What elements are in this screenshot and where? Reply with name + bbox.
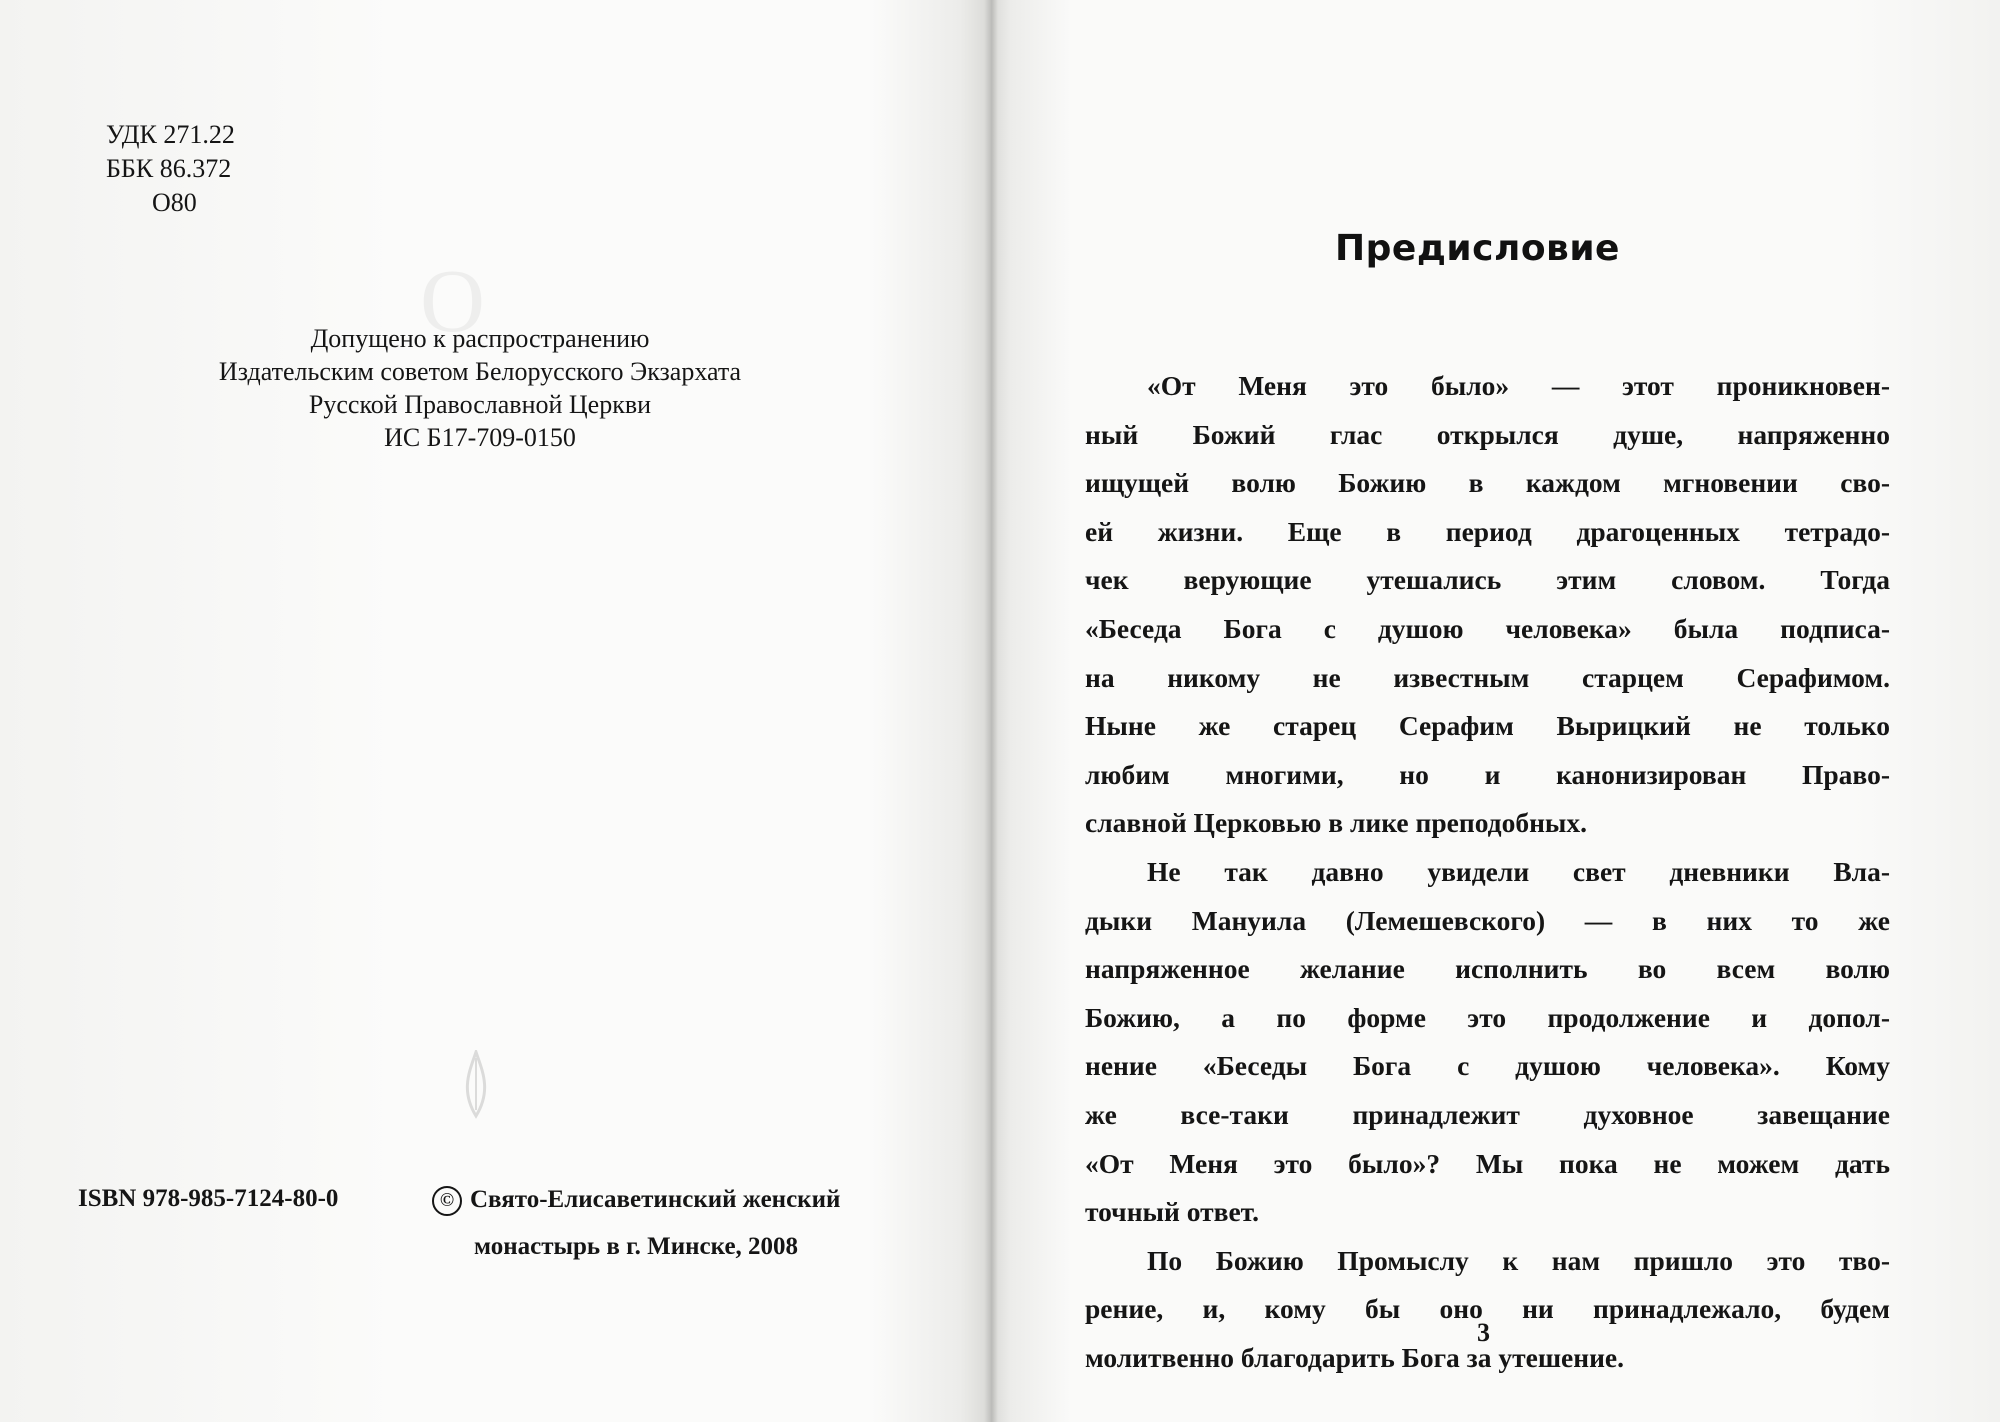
left-page: [0, 0, 990, 1422]
copyright-holder: Свято-Елисаветинский женский: [470, 1186, 841, 1213]
text-line: ный Божий глас открылся душе, напряженно: [1085, 418, 1890, 450]
text-line: же все-таки принадлежит духовное завещание: [1085, 1098, 1890, 1130]
isbn: ISBN 978-985-7124-80-0: [78, 1185, 339, 1212]
author-mark: О80: [152, 188, 197, 217]
copyright-place-year: монастырь в г. Минске, 2008: [474, 1233, 799, 1260]
publishing-approval: [150, 322, 810, 454]
preface-text: [1085, 362, 1890, 1382]
page-number: 3: [1477, 1318, 1490, 1347]
classification-codes: [106, 118, 235, 220]
text-line: рение, и, кому бы оно ни принадлежало, будем: [1085, 1293, 1890, 1325]
right-page: [990, 0, 2000, 1422]
show-through-logo-icon: [456, 1050, 496, 1120]
text-line: на никому не известным старцем Серафимом.: [1085, 661, 1890, 693]
text-line: чек верующие утешались этим словом. Тогда: [1085, 564, 1890, 596]
text-line: точный ответ.: [1085, 1196, 1259, 1228]
text-line: «Беседа Бога с душою человека» была подписа-: [1085, 612, 1890, 644]
text-line: ей жизни. Еще в период драгоценных тетрадо-: [1085, 515, 1890, 547]
approval-number: ИС Б17-709-0150: [384, 423, 576, 452]
text-line: напряженное желание исполнить во всем волю: [1085, 953, 1890, 985]
text-line: «От Меня это было»? Мы пока не можем дать: [1085, 1147, 1890, 1179]
text-line: ищущей волю Божию в каждом мгновении сво-: [1085, 467, 1890, 499]
text-line: По Божию Промыслу к нам пришло это тво-: [1147, 1244, 1890, 1276]
text-line: любим многими, но и канонизирован Право-: [1085, 758, 1890, 790]
text-line: Ныне же старец Серафим Вырицкий не только: [1085, 710, 1890, 742]
book-gutter: [984, 0, 998, 1422]
text-line: молитвенно благодарить Бога за утешение.: [1085, 1341, 1625, 1373]
text-line: Божию, а по форме это продолжение и допол-: [1085, 1001, 1890, 1033]
text-line: нение «Беседы Бога с душою человека». Кому: [1085, 1050, 1890, 1082]
page-title: Предисловие: [1335, 228, 1620, 269]
show-through-mark: О: [420, 252, 485, 351]
copyright-icon: ©: [432, 1186, 462, 1216]
approval-line: Допущено к распространению: [310, 324, 650, 353]
text-line: славной Церковью в лике преподобных.: [1085, 807, 1588, 839]
udk-code: УДК 271.22: [106, 120, 235, 149]
text-line: «От Меня это было» — этот проникновен-: [1147, 370, 1890, 401]
text-line: Не так давно увидели свет дневники Вла-: [1147, 855, 1890, 887]
text-line: дыки Мануила (Лемешевского) — в них то же: [1085, 904, 1890, 936]
approval-line: Русской Православной Церкви: [308, 390, 652, 419]
approval-line: Издательским советом Белорусского Экзархата: [218, 357, 742, 386]
copyright-notice: [432, 1176, 840, 1270]
bbk-code: ББК 86.372: [106, 154, 232, 183]
